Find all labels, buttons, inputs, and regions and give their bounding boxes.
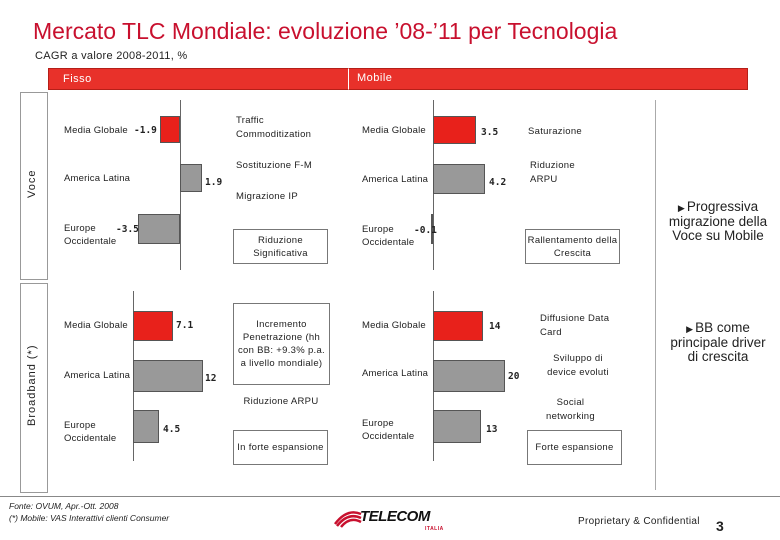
mv-value-eo: -0.1	[414, 225, 437, 236]
mv-label-eo: Europe Occidentale	[362, 224, 415, 248]
mb-label-al: America Latina	[362, 368, 429, 379]
logo-subtext: ITALIA	[425, 526, 444, 532]
logo-text: TELECOM	[360, 508, 430, 525]
mv-label-mg: Media Globale	[362, 125, 426, 136]
page-subtitle: CAGR a valore 2008-2011, %	[35, 50, 188, 62]
mb-outcome-box: Forte espansione	[527, 430, 622, 465]
footer-confidential: Proprietary & Confidential	[578, 516, 700, 527]
bullet-bb	[668, 321, 768, 364]
footer-note: (*) Mobile: VAS Interattivi clienti Consumer	[9, 513, 170, 523]
fv-label-mg: Media Globale	[64, 125, 128, 136]
fb-value-mg: 7.1	[176, 320, 194, 331]
mv-value-al: 4.2	[489, 177, 507, 188]
fv-label-al: America Latina	[64, 173, 131, 184]
fb-label-mg: Media Globale	[64, 320, 128, 331]
mv-driver-saturazione: Saturazione	[528, 126, 583, 137]
mb-value-eo: 13	[486, 424, 498, 435]
fv-driver-migrazione: Migrazione IP	[236, 191, 298, 202]
fb-driver-arpu: Riduzione ARPU	[243, 396, 319, 407]
fv-driver-commoditization: Traffic Commoditization	[236, 115, 312, 140]
fb-outcome-box: In forte espansione	[233, 430, 328, 465]
mb-label-eo: Europe Occidentale	[362, 418, 415, 442]
fv-bar-eo	[138, 214, 180, 244]
fb-bar-al	[133, 360, 203, 392]
fb-bar-eo	[133, 410, 159, 443]
header-fisso: Fisso	[48, 68, 400, 90]
bullet-bb-text: BB come principale driver di crescita	[670, 320, 766, 364]
triangle-right-icon: ▶	[686, 324, 694, 334]
mb-label-mg: Media Globale	[362, 320, 426, 331]
mb-driver-social: Social networking	[546, 397, 595, 422]
page-title: Mercato TLC Mondiale: evoluzione ’08-’11 per Tecnologia	[33, 18, 618, 44]
fv-outcome-box: Riduzione Significativa	[233, 229, 328, 264]
header-mobile-bar	[348, 68, 748, 90]
mv-bar-mg	[433, 116, 476, 144]
right-divider	[655, 100, 656, 490]
telecom-logo-icon	[333, 506, 363, 528]
mb-bar-al	[433, 360, 505, 392]
mb-driver-datacard: Diffusione Data Card	[540, 313, 610, 338]
fv-value-mg: -1.9	[134, 125, 157, 136]
fv-bar-al	[180, 164, 202, 192]
mb-value-al: 20	[508, 371, 520, 382]
mb-bar-mg	[433, 311, 483, 341]
fv-bar-mg	[160, 116, 180, 143]
fv-driver-sostituzione: Sostituzione F-M	[236, 160, 313, 171]
row-label-voce: Voce	[26, 169, 38, 198]
fb-driver-penetrazione: Incremento Penetrazione (hh con BB: +9.3% p.a. a livello mondiale)	[233, 303, 330, 385]
mb-driver-device: Sviluppo di device evoluti	[547, 353, 609, 378]
fb-label-eo: Europe Occidentale	[64, 420, 117, 444]
row-label-broadband: Broadband (*)	[26, 344, 38, 426]
fb-value-al: 12	[205, 373, 217, 384]
bullet-voce-text: Progressiva migrazione della Voce su Mobile	[668, 199, 768, 243]
page-number: 3	[716, 518, 724, 534]
mv-outcome-box: Rallentamento della Crescita	[525, 229, 620, 264]
header-mobile: Mobile	[357, 72, 393, 84]
mb-value-mg: 14	[489, 321, 501, 332]
mv-label-al: America Latina	[362, 174, 429, 185]
footer-source: Fonte: OVUM, Apr.-Ott. 2008	[9, 501, 119, 511]
fb-value-eo: 4.5	[163, 424, 181, 435]
triangle-right-icon: ▶	[677, 203, 685, 213]
mv-bar-al	[433, 164, 485, 194]
footer-divider	[0, 496, 780, 497]
bullet-voce	[668, 200, 768, 243]
mv-value-mg: 3.5	[481, 127, 499, 138]
mb-bar-eo	[433, 410, 481, 443]
fv-label-eo: Europe Occidentale	[64, 223, 117, 247]
fb-bar-mg	[133, 311, 173, 341]
mv-driver-arpu: Riduzione ARPU	[530, 160, 575, 185]
fb-label-al: America Latina	[64, 370, 131, 381]
fv-value-eo: -3.5	[116, 224, 139, 235]
fv-value-al: 1.9	[205, 177, 223, 188]
